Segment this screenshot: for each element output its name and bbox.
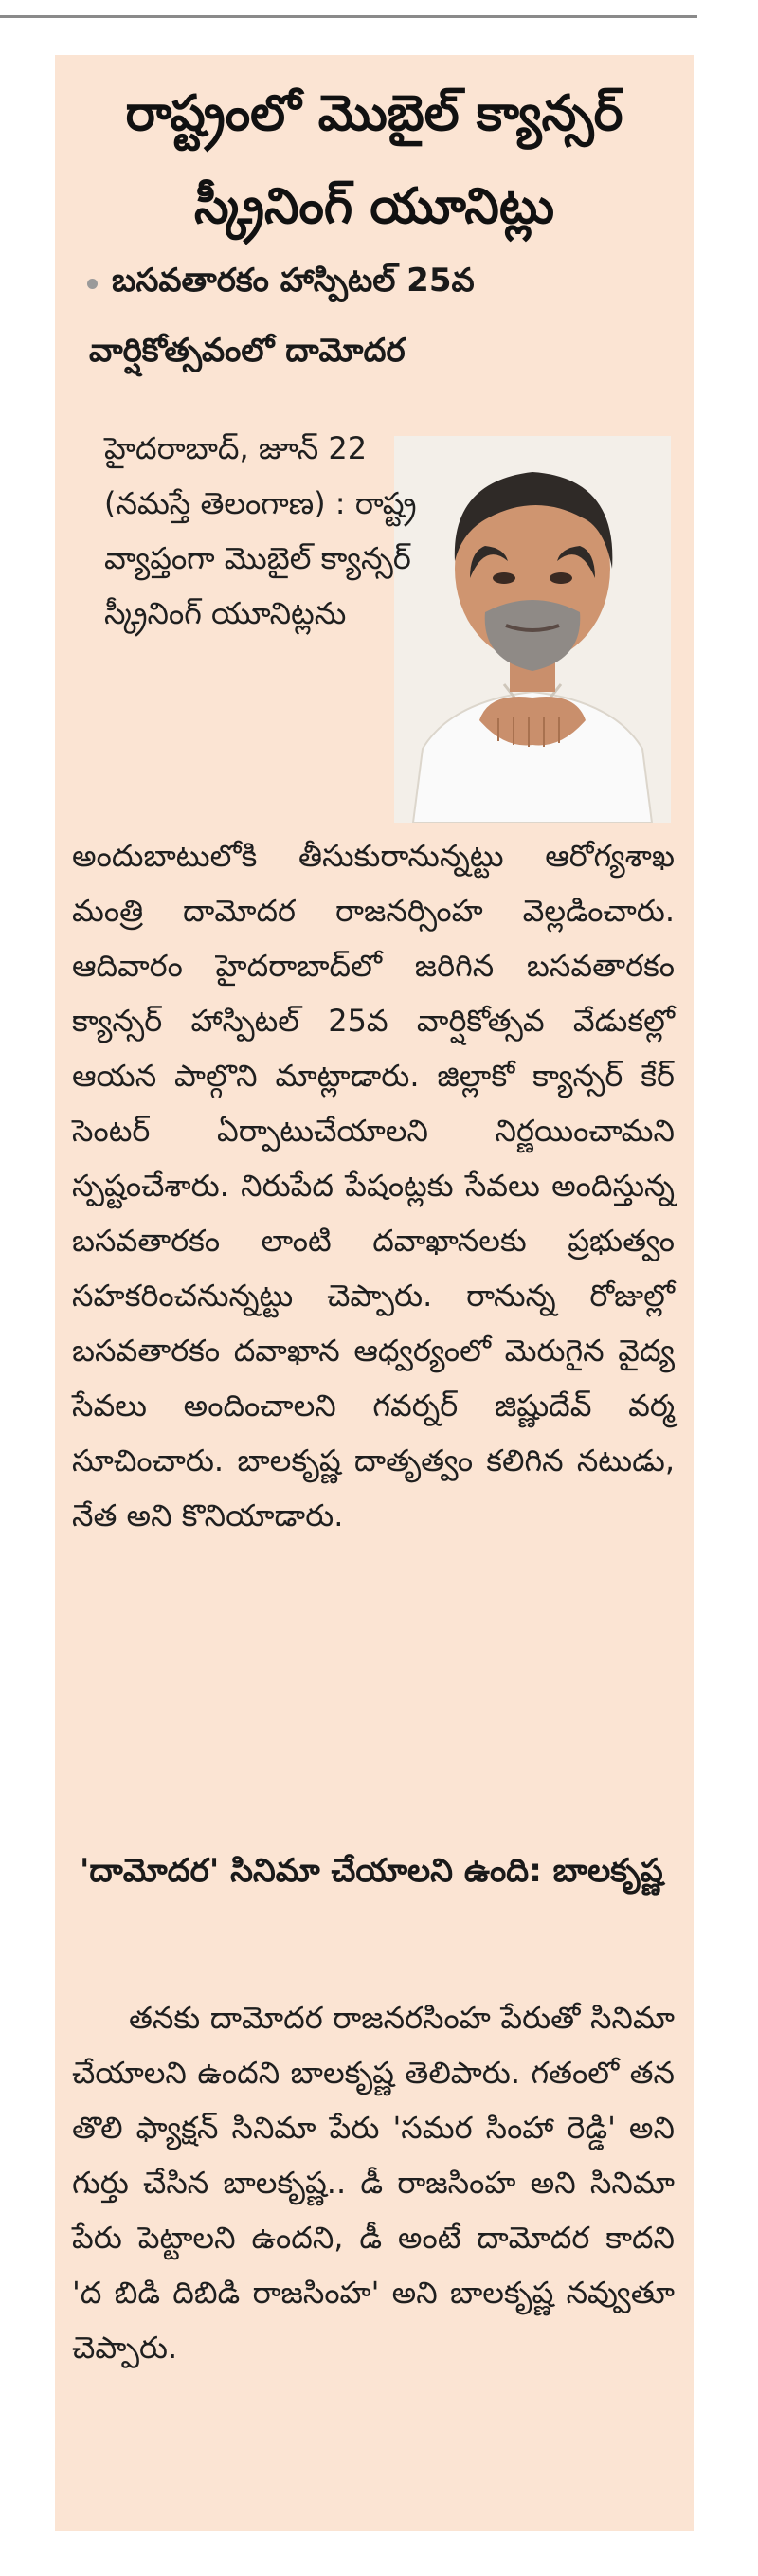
subhead-line-1: బసవతారకం హాస్పిటల్ 25వ — [112, 262, 475, 299]
news-article — [55, 55, 694, 2531]
top-rule — [0, 15, 697, 18]
minister-photo — [394, 436, 671, 823]
portrait-illustration — [394, 436, 671, 823]
section-heading: 'దామోదర' సినిమా చేయాలని ఉంది: బాలకృష్ణ — [80, 1852, 663, 1890]
main-paragraph: అందుబాటులోకి తీసుకురానున్నట్టు ఆరోగ్యశాఖ మంత్రి దామోదర రాజనర్సింహ వెల్లడించారు. ఆదివారం హైదరాబాద్‌లో జరిగిన బసవతారకం క్యాన్సర్ హాస్పిటల్ 25వ వార్షికోత్సవ వేడుకల్లో ఆయన పాల్గొని మాట్లాడారు. జిల్లాకో క్యాన్సర్ కేర్ సెంటర్ ఏర్పాటుచేయాలని నిర్ణయించామని స్పష్టంచేశారు. నిరుపేద పేషంట్లకు సేవలు అందిస్తున్న బసవతారకం లాంటి దవాఖానలకు ప్రభుత్వం సహకరించనున్నట్టు చెప్పారు. రానున్న రోజుల్లో బసవతారకం దవాఖాన ఆధ్వర్యంలో మెరుగైన వైద్య సేవలు అందించాలని గవర్నర్ జిష్ణుదేవ్ వర్మ సూచించారు. బాలకృష్ణ దాతృత్వం కలిగిన నటుడు, నేత అని కొనియాడారు. — [72, 838, 675, 1533]
headline-line-1: రాష్ట్రంలో మొబైల్ క్యాన్సర్ — [125, 85, 623, 142]
headline-line-2: స్క్రీనింగ్ యూనిట్లు — [194, 178, 554, 235]
subhead-line-2: వార్షికోత్సవంలో దామోదర — [89, 332, 406, 370]
bullet-icon — [87, 279, 98, 289]
lead-paragraph: హైదరాబాద్, జూన్ 22 (నమస్తే తెలంగాణ) : రాష్ట్ర వ్యాప్తంగా మొబైల్ క్యాన్సర్ స్క్రీనింగ్ యూనిట్లను — [104, 430, 417, 631]
section-paragraph: తనకు దామోదర రాజనరసింహ పేరుతో సినిమా చేయాలని ఉందని బాలకృష్ణ తెలిపారు. గతంలో తన తొలి ఫ్యాక్షన్ సినిమా పేరు 'సమర సింహా రెడ్డి' అని గుర్తు చేసిన బాలకృష్ణ.. డీ రాజసింహ అని సినిమా పేరు పెట్టాలని ఉందని, డీ అంటే దామోదర కాదని 'ద బిడి దిబిడి రాజసింహ' అని బాలకృష్ణ నవ్వుతూ చెప్పారు. — [72, 2000, 675, 2366]
